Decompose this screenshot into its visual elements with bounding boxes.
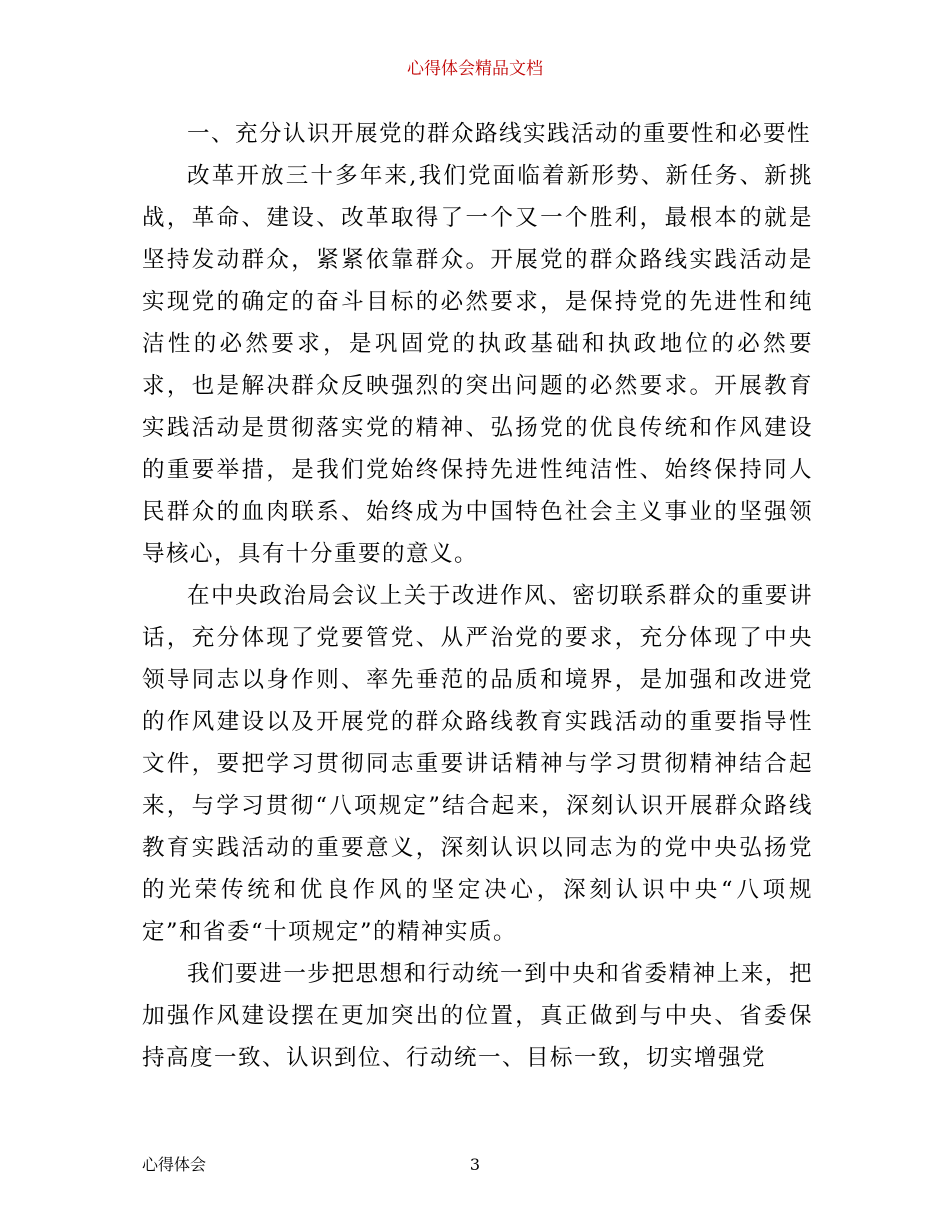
body-paragraph-3: 我们要进一步把思想和行动统一到中央和省委精神上来，把加强作风建设摆在更加突出的位置，真正做到与中央、省委保持高度一致、认识到位、行动统一、目标一致，切实增强党 [142, 961, 813, 1071]
body-paragraph-2: 在中央政治局会议上关于改进作风、密切联系群众的重要讲话，充分体现了党要管党、从严治党的要求，充分体现了中央领导同志以身作则、率先垂范的品质和境界，是加强和改进党的作风建设以及开展党的群众路线教育实践活动的重要指导性文件，要把学习贯彻同志重要讲话精神与学习贯彻精神结合起来，与学习贯彻“八项规定”结合起来，深刻认识开展群众路线教育实践活动的重要意义，深刻认识以同志为的党中央弘扬党的光荣传统和优良作风的坚定决心，深刻认识中央“八项规定”和省委“十项规定”的精神实质。 [142, 583, 813, 945]
footer-label: 心得体会 [142, 1155, 207, 1174]
page-header-title: 心得体会精品文档 [407, 59, 543, 79]
body-paragraph-1: 改革开放三十多年来,我们党面临着新形势、新任务、新挑战，革命、建设、改革取得了一个又一个胜利，最根本的就是坚持发动群众，紧紧依靠群众。开展党的群众路线实践活动是实现党的确定的奋斗目标的必然要求，是保持党的先进性和纯洁性的必然要求，是巩固党的执政基础和执政地位的必然要求，也是解决群众反映强烈的突出问题的必然要求。开展教育实践活动是贯彻落实党的精神、弘扬党的优良传统和作风建设的重要举措，是我们党始终保持先进性纯洁性、始终保持同人民群众的血肉联系、始终成为中国特色社会主义事业的坚强领导核心，具有十分重要的意义。 [142, 163, 813, 567]
page-number: 3 [469, 1155, 481, 1174]
section-heading: 一、充分认识开展党的群众路线实践活动的重要性和必要性 [187, 121, 812, 147]
document-body [142, 113, 813, 1079]
